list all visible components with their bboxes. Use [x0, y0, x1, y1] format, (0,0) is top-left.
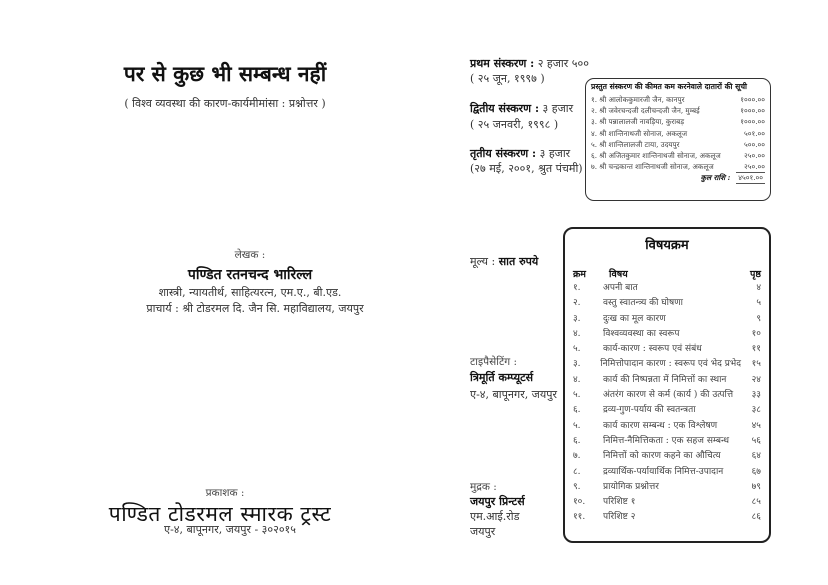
donor-name: ३. श्री पन्नालालजी नावड़िया, कुराबड़: [591, 117, 685, 127]
donor-amount: ५०१.००: [744, 128, 765, 138]
edition-3: [470, 146, 570, 161]
toc-subject: अंतरंग कारण से कर्म (कार्य ) की उत्पत्ति: [603, 390, 734, 401]
donor-amount: १०००.००: [740, 95, 765, 104]
toc-row: [573, 281, 761, 296]
toc-subject: परिशिष्ट १: [603, 497, 636, 508]
toc-row: [573, 373, 761, 388]
typesetting-label: टाइपैसेटिंग :: [470, 356, 518, 368]
toc-num: ११.: [573, 512, 586, 523]
toc-num: ७.: [573, 451, 581, 462]
toc-header-subject: विषय: [609, 269, 628, 280]
toc-page: ८५: [751, 497, 761, 508]
donor-row: [591, 161, 765, 172]
toc-num: ४.: [573, 374, 581, 385]
toc-row: [573, 403, 761, 418]
author-label: लेखक :: [234, 249, 266, 261]
printer-address-2: जयपुर: [470, 525, 496, 538]
toc-num: ३.: [573, 359, 581, 370]
donor-row: [591, 139, 765, 150]
toc-num: ५.: [573, 390, 581, 401]
table-of-contents: [563, 227, 771, 543]
donor-total-value: ४५०१.००: [738, 173, 763, 183]
toc-num: २.: [573, 298, 581, 309]
toc-page: ३८: [751, 405, 761, 416]
donor-total: [591, 172, 765, 184]
donor-name: १. श्री आलोककुमारजी जैन, कानपुर: [591, 95, 685, 104]
donor-row: [591, 116, 765, 127]
donor-amount: १०००.००: [740, 106, 765, 116]
author-designation: प्राचार्य : श्री टोडरमल दि. जैन सि. महाविद्यालय, जयपुर: [146, 302, 364, 315]
toc-num: ५.: [573, 344, 581, 355]
toc-page: ५६: [751, 435, 761, 446]
donor-name: २. श्री जवेरचन्दजी दलीचन्दजी जैन, मुम्बई: [591, 106, 700, 116]
toc-subject: कार्य-कारण : स्वरूप एवं संबंध: [603, 344, 702, 355]
donor-name: ६. श्री अजितकुमार शान्तिनाथजी सोनाज, अकलूज: [591, 150, 721, 160]
edition-2-value: ३ हजार: [542, 102, 574, 115]
toc-num: ६.: [573, 405, 581, 416]
donor-amount: २५०.००: [744, 150, 765, 160]
toc-row: [573, 296, 761, 311]
toc-subject: अपनी बात: [603, 283, 638, 293]
toc-page: ८६: [751, 512, 761, 523]
toc-header-num: क्रम: [573, 269, 586, 280]
edition-3-value: ३ हजार: [539, 147, 571, 160]
toc-page: ४: [756, 283, 761, 293]
toc-num: ३.: [573, 313, 581, 324]
donor-row: [591, 128, 765, 139]
toc-page: ५: [756, 298, 761, 309]
donor-name: ४. श्री शान्तिनाथजी सोनाज, अकलूज: [591, 128, 688, 138]
edition-1-date: ( २५ जून, १९९७ ): [470, 72, 545, 85]
toc-subject: द्रव्य-गुण-पर्याय की स्वतन्त्रता: [603, 405, 696, 416]
price: [470, 254, 538, 269]
toc-subject: निमित्तोपादान कारण : स्वरूप एवं भेद प्रभेद: [600, 359, 741, 370]
toc-title: विषयक्रम: [645, 238, 689, 253]
donor-row: [591, 94, 765, 105]
donor-amount: १०००.००: [740, 117, 765, 127]
edition-1-value: २ हजार ५००: [537, 57, 589, 70]
toc-num: ६.: [573, 435, 581, 446]
toc-subject: निमित्तों को कारण कहने का औचित्य: [603, 451, 721, 462]
toc-row: [573, 342, 761, 357]
toc-header-page: पृष्ठ: [750, 269, 761, 280]
toc-page: ७९: [751, 481, 761, 492]
publisher-name: पण्डित टोडरमल स्मारक ट्रस्ट: [108, 502, 332, 526]
printer-name: जयपुर प्रिन्टर्स: [470, 495, 525, 508]
toc-row: [573, 465, 761, 480]
toc-row: [573, 419, 761, 434]
author-name: पण्डित रतनचन्द भारिल्ल: [187, 267, 313, 283]
toc-subject: दुःख का मूल कारण: [603, 313, 666, 324]
donor-total-label: कुल राशि :: [700, 173, 731, 183]
publisher-label: प्रकाशक :: [205, 487, 245, 499]
toc-row: [573, 357, 761, 372]
toc-page: ३३: [751, 390, 761, 401]
donor-name: ५. श्री शान्तिलालजी टाया, उदयपुर: [591, 139, 680, 149]
toc-subject: द्रव्यार्थिक-पर्यायार्थिक निमित्त-उपादान: [603, 466, 724, 477]
book-subtitle: ( विश्व व्यवस्था की कारण-कार्यमीमांसा : प्रश्नोत्तर ): [124, 97, 326, 110]
toc-row: [573, 434, 761, 449]
edition-2-label: द्वितीय संस्करण :: [470, 102, 540, 115]
toc-page: ११: [751, 344, 761, 355]
edition-2-date: ( २५ जनवरी, १९९८ ): [470, 118, 559, 131]
price-label: मूल्य :: [470, 255, 496, 268]
toc-row: [573, 312, 761, 327]
toc-page: २४: [751, 374, 761, 385]
toc-row: [573, 495, 761, 510]
toc-subject: वस्तु स्वातन्त्र्य की घोषणा: [603, 298, 683, 309]
toc-subject: कार्य की निष्पन्नता में निमित्तों का स्थान: [603, 374, 727, 385]
edition-3-label: तृतीय संस्करण :: [470, 147, 537, 160]
toc-page: ६७: [751, 466, 761, 477]
toc-num: ९.: [573, 481, 581, 492]
toc-row: [573, 327, 761, 342]
typesetting-name: त्रिमूर्ति कम्प्यूटर्स: [470, 371, 534, 384]
printer-label: मुद्रक :: [470, 481, 497, 493]
toc-num: ८.: [573, 466, 581, 477]
toc-row: [573, 388, 761, 403]
printer-address-1: एम.आई.रोड: [470, 510, 520, 523]
toc-subject: निमित्त-नैमित्तिकता : एक सहज सम्बन्ध: [603, 435, 730, 446]
toc-page: १०: [751, 328, 761, 339]
donor-amount: २५०.००: [744, 162, 765, 172]
publisher-address: ए-४, बापूनगर, जयपुर - ३०२०१५: [164, 523, 296, 536]
toc-row: [573, 510, 761, 525]
donor-amount: ५००.००: [744, 139, 765, 149]
edition-2: [470, 101, 573, 116]
toc-row: [573, 449, 761, 464]
author-qualifications: शास्त्री, न्यायतीर्थ, साहित्यरत्न, एम.ए., बी.एड.: [158, 286, 342, 299]
edition-1-label: प्रथम संस्करण :: [470, 57, 535, 70]
donor-row: [591, 105, 765, 116]
donor-name: ७. श्री चन्द्रकान्त शान्तिनाथजी सोनाज, अकलूज: [591, 162, 714, 172]
toc-num: ५.: [573, 420, 581, 431]
toc-subject: प्रायोगिक प्रश्नोत्तर: [603, 481, 659, 492]
toc-page: ४५: [751, 420, 761, 431]
toc-num: १०.: [573, 497, 586, 508]
toc-page: १५: [751, 359, 761, 370]
toc-row: [573, 480, 761, 495]
typesetting-address: ए-४, बापूनगर, जयपुर: [470, 388, 557, 401]
toc-num: ४.: [573, 328, 581, 339]
toc-page: ६४: [751, 451, 761, 462]
edition-1: [470, 56, 589, 71]
toc-header-row: [573, 267, 761, 281]
donor-list-box: [585, 78, 771, 201]
donor-row: [591, 150, 765, 161]
toc-subject: परिशिष्ट २: [603, 512, 636, 523]
toc-rows: [573, 281, 761, 526]
toc-page: ९: [756, 313, 761, 324]
donor-list-heading: प्रस्तुत संस्करण की कीमत कम करनेवाले दातारों की सूची: [591, 82, 748, 91]
book-title: पर से कुछ भी सम्बन्ध नहीं: [123, 61, 327, 86]
edition-3-date: (२७ मई, २००१, श्रुत पंचमी): [470, 162, 583, 175]
toc-subject: विश्वव्यवस्था का स्वरूप: [603, 328, 680, 339]
toc-num: १.: [573, 283, 581, 293]
toc-subject: कार्य कारण सम्बन्ध : एक विश्लेषण: [603, 420, 718, 431]
price-value: सात रुपये: [498, 255, 539, 268]
